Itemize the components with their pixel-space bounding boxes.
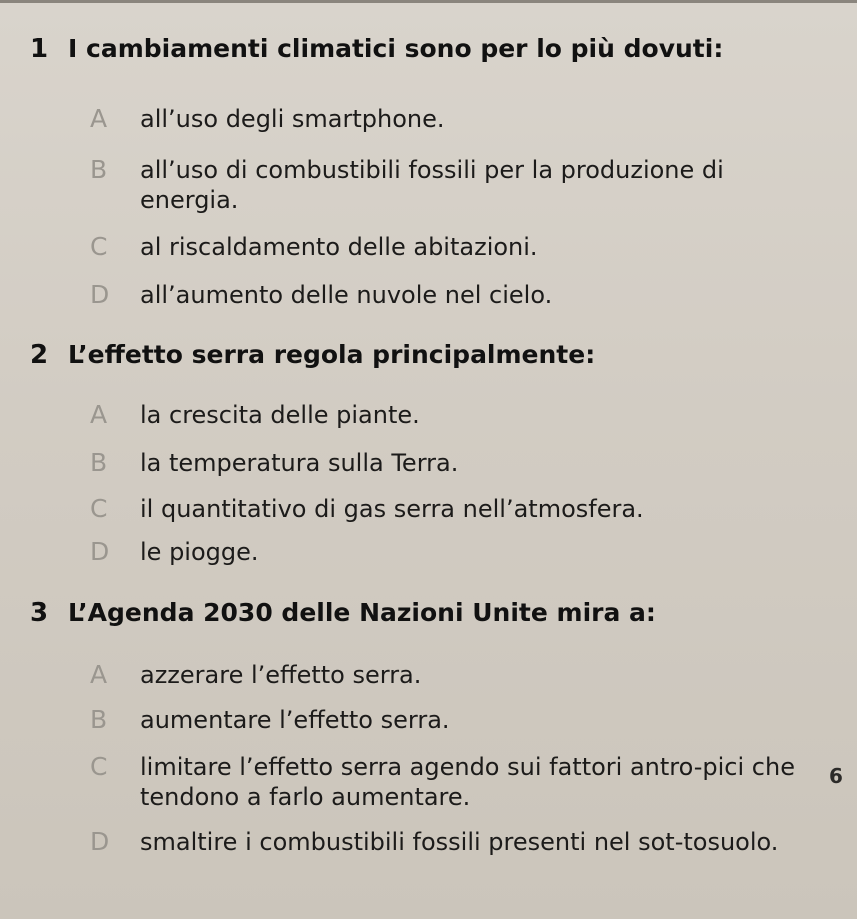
page-number: 6 bbox=[829, 764, 843, 788]
option-text: smaltire i combustibili fossili presenti nel sot-tosuolo. bbox=[140, 828, 779, 856]
page-top-rule bbox=[0, 0, 857, 3]
option-text: all’uso di combustibili fossili per la produzione di energia. bbox=[140, 156, 724, 214]
option-text: le piogge. bbox=[140, 538, 259, 566]
option-letter: B bbox=[90, 448, 108, 477]
option-text: azzerare l’effetto serra. bbox=[140, 661, 422, 689]
option-letter: A bbox=[90, 104, 108, 133]
option-text: all’uso degli smartphone. bbox=[140, 105, 445, 133]
option-letter: A bbox=[90, 660, 108, 689]
option-text: all’aumento delle nuvole nel cielo. bbox=[140, 281, 553, 309]
question-number: 2 bbox=[30, 340, 49, 370]
option-letter: D bbox=[90, 827, 110, 856]
question-number: 3 bbox=[30, 598, 49, 628]
question-text: L’effetto serra regola principalmente: bbox=[68, 340, 596, 369]
option-letter: C bbox=[90, 232, 108, 261]
option-text: aumentare l’effetto serra. bbox=[140, 706, 450, 734]
option-letter: B bbox=[90, 705, 108, 734]
option-letter: A bbox=[90, 400, 108, 429]
question-number: 1 bbox=[30, 34, 49, 64]
option-text: la crescita delle piante. bbox=[140, 401, 420, 429]
option-letter: D bbox=[90, 280, 110, 309]
question-text: I cambiamenti climatici sono per lo più dovuti: bbox=[68, 34, 724, 63]
option-text: il quantitativo di gas serra nell’atmosfera. bbox=[140, 495, 644, 523]
option-text: al riscaldamento delle abitazioni. bbox=[140, 233, 538, 261]
question-text: L’Agenda 2030 delle Nazioni Unite mira a: bbox=[68, 598, 656, 627]
option-text: la temperatura sulla Terra. bbox=[140, 449, 459, 477]
option-letter: D bbox=[90, 537, 110, 566]
option-letter: C bbox=[90, 494, 108, 523]
option-letter: C bbox=[90, 752, 108, 781]
option-text: limitare l’effetto serra agendo sui fattori antro-pici che tendono a farlo aumentare. bbox=[140, 753, 795, 811]
option-letter: B bbox=[90, 155, 108, 184]
